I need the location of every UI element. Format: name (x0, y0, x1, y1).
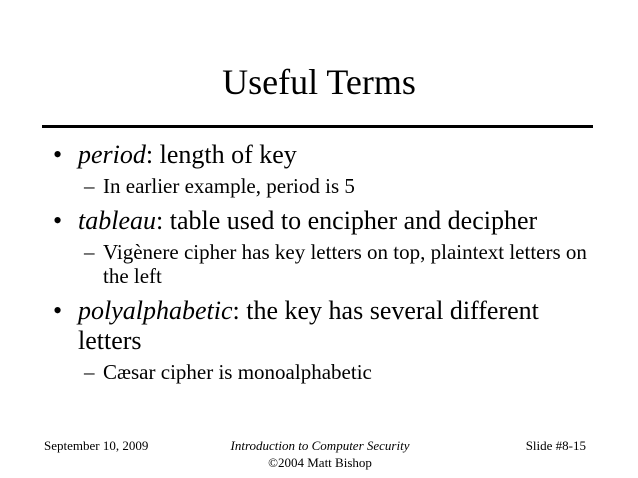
sub-bullet-period (0, 174, 638, 198)
bullet-marker: • (53, 140, 63, 169)
definition-period: : length of key (145, 140, 297, 169)
sub-bullet-marker: – (84, 174, 95, 198)
sub-bullet-marker: – (84, 360, 95, 384)
sub-bullet-text: Vigènere cipher has key letters on top, plaintext letters on the left (103, 240, 587, 288)
footer-date: September 10, 2009 (44, 438, 149, 453)
footer-course (220, 437, 420, 471)
term-tableau: tableau (78, 206, 156, 235)
sub-bullet-tableau (0, 240, 638, 288)
title-divider (42, 125, 593, 128)
footer-course-title: Introduction to Computer Security (230, 438, 410, 453)
term-polyalphabetic: polyalphabetic (78, 296, 233, 325)
bullet-period (0, 140, 638, 170)
bullet-polyalphabetic (0, 296, 638, 356)
sub-bullet-text: Cæsar cipher is monoalphabetic (103, 360, 372, 384)
sub-bullet-polyalphabetic (0, 360, 638, 384)
definition-polyalphabetic: : the key has several different letters (78, 296, 539, 355)
sub-bullet-text: In earlier example, period is 5 (103, 174, 355, 198)
footer-copyright: ©2004 Matt Bishop (268, 455, 372, 470)
slide-content (0, 140, 638, 392)
bullet-marker: • (53, 206, 63, 235)
footer-slide-number: Slide #8-15 (525, 438, 586, 453)
term-period: period (78, 140, 146, 169)
sub-bullet-marker: – (84, 240, 95, 264)
definition-tableau: : table used to encipher and decipher (156, 206, 538, 235)
bullet-tableau (0, 206, 638, 236)
bullet-marker: • (53, 296, 63, 325)
slide-title: Useful Terms (222, 62, 416, 102)
